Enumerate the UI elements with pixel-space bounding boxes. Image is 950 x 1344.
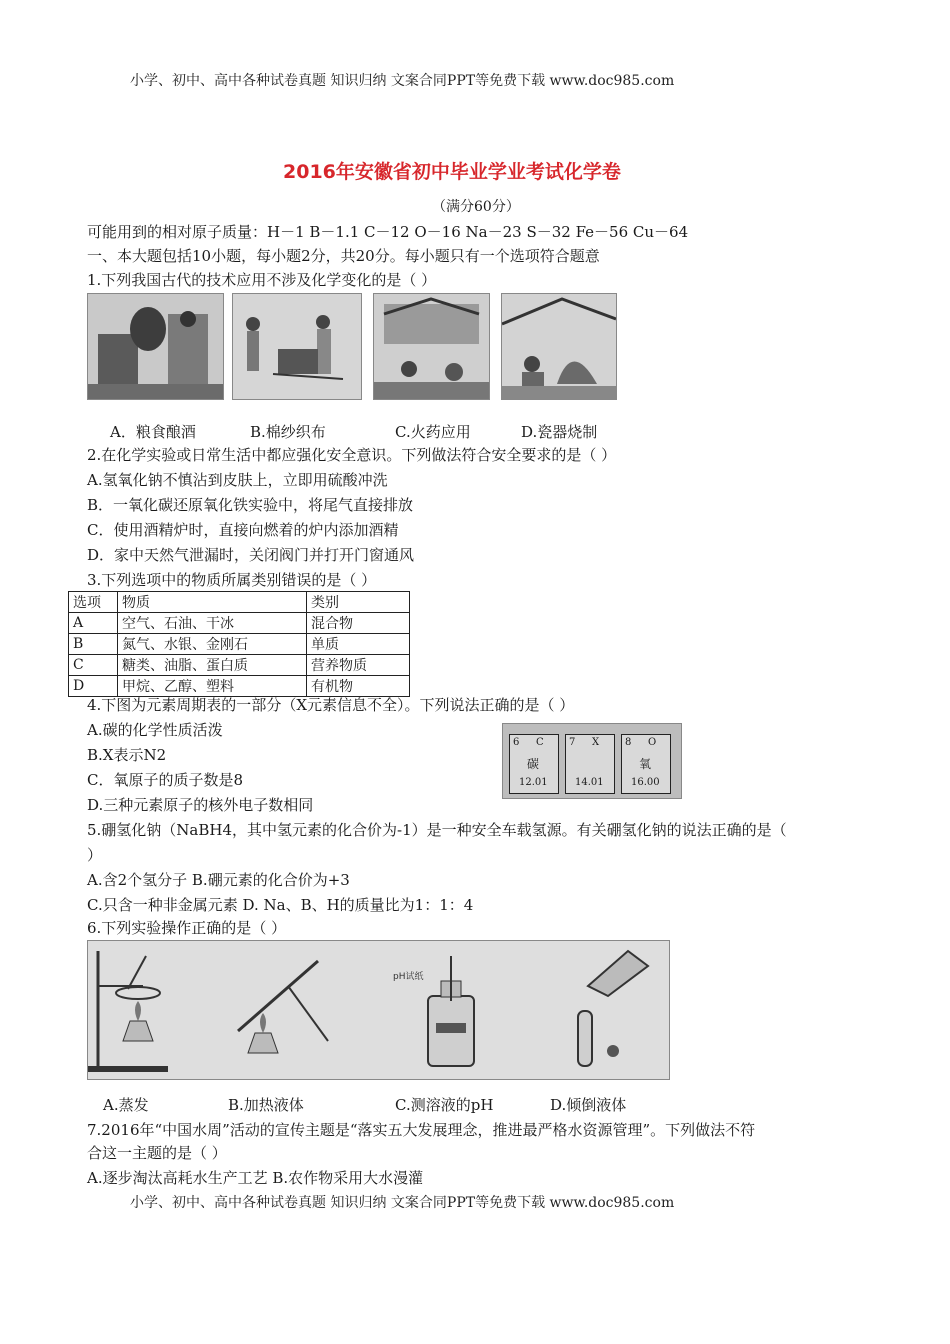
q5-options-line2: C.只含一种非金属元素 D. Na、B、H的质量比为1：1：4	[87, 896, 474, 914]
table-header-row	[69, 592, 410, 613]
table-cell: 单质	[307, 634, 410, 655]
element-symbol: O	[648, 737, 657, 748]
table-cell: 空气、石油、干冰	[118, 613, 307, 634]
lab-apparatus-illustration	[88, 941, 669, 1079]
q1-stem: 1.下列我国古代的技术应用不涉及化学变化的是（ ）	[87, 271, 437, 289]
q1-image-brewing	[87, 293, 224, 400]
table-cell: 甲烷、乙醇、塑料	[118, 676, 307, 697]
q1-option-c: C.火药应用	[395, 423, 471, 441]
page-header: 小学、初中、高中各种试卷真题 知识归纳 文案合同PPT等免费下载 www.doc985.com	[130, 73, 675, 89]
table-cell: C	[69, 655, 118, 676]
q5-stem-line2: ）	[87, 846, 103, 864]
atomic-masses: 可能用到的相对原子质量：H－1 B－1.1 C－12 O－16 Na－23 S－32 Fe－56 Cu－64	[87, 223, 689, 241]
q2-option-c: C．使用酒精炉时，直接向燃着的炉内添加酒精	[87, 521, 399, 539]
q4-option-a: A.碳的化学性质活泼	[87, 721, 223, 739]
q2-option-b: B．一氧化碳还原氧化铁实验中，将尾气直接排放	[87, 496, 414, 514]
q1-option-a: A．粮食酿酒	[110, 423, 196, 441]
table-row	[69, 634, 410, 655]
q1-image-gunpowder	[373, 293, 490, 400]
score-note: （满分60分）	[432, 199, 520, 215]
q7-options-line1: A.逐步淘汰高耗水生产工艺 B.农作物采用大水漫灌	[87, 1169, 424, 1187]
q1-image-porcelain	[501, 293, 617, 400]
q4-option-d: D.三种元素原子的核外电子数相同	[87, 796, 314, 814]
table-cell: 混合物	[307, 613, 410, 634]
table-row	[69, 655, 410, 676]
q6-option-c: C.测溶液的pH	[395, 1096, 494, 1114]
element-symbol: X	[592, 737, 600, 748]
table-cell: 营养物质	[307, 655, 410, 676]
q2-option-a: A.氢氧化钠不慎沾到皮肤上，立即用硫酸冲洗	[87, 471, 388, 489]
q6-apparatus-figure	[87, 940, 670, 1080]
atomic-number: 8	[625, 737, 632, 748]
q6-option-d: D.倾倒液体	[550, 1096, 627, 1114]
atomic-mass: 12.01	[519, 777, 548, 788]
q1-option-d: D.瓷器烧制	[521, 423, 598, 441]
table-cell: D	[69, 676, 118, 697]
page-footer: 小学、初中、高中各种试卷真题 知识归纳 文案合同PPT等免费下载 www.doc985.com	[130, 1195, 675, 1211]
q4-option-b: B.X表示N2	[87, 746, 167, 764]
atomic-number: 6	[513, 737, 520, 748]
q7-stem-line1: 7.2016年“中国水周”活动的宣传主题是“落实五大发展理念，推进最严格水资源管理”。下列做法不符	[87, 1121, 756, 1139]
q7-stem-line2: 合这一主题的是（ ）	[87, 1144, 227, 1162]
table-header: 类别	[307, 592, 410, 613]
element-cell-carbon	[509, 734, 559, 794]
q5-stem-line1: 5.硼氢化钠（NaBH4，其中氢元素的化合价为-1）是一种安全车载氢源。有关硼氢化钠的说法正确的是（	[87, 821, 787, 839]
element-name: 碳	[527, 757, 540, 771]
atomic-mass: 14.01	[575, 777, 604, 788]
atomic-mass: 16.00	[631, 777, 660, 788]
element-cell-oxygen	[621, 734, 671, 794]
table-row	[69, 676, 410, 697]
q2-option-d: D．家中天然气泄漏时，关闭阀门并打开门窗通风	[87, 546, 415, 564]
element-symbol: C	[536, 737, 544, 748]
q6-option-a: A.蒸发	[103, 1096, 149, 1114]
q4-stem: 4.下图为元素周期表的一部分（X元素信息不全）。下列说法正确的是（ ）	[87, 696, 575, 714]
periodic-table-figure	[502, 723, 682, 799]
q3-stem: 3.下列选项中的物质所属类别错误的是（ ）	[87, 571, 377, 589]
atomic-number: 7	[569, 737, 576, 748]
element-name: 氧	[639, 757, 652, 771]
q3-table	[68, 591, 410, 697]
table-cell: B	[69, 634, 118, 655]
q2-stem: 2.在化学实验或日常生活中都应强化安全意识。下列做法符合安全要求的是（ ）	[87, 446, 617, 464]
table-row	[69, 613, 410, 634]
ph-paper-label: pH试纸	[393, 972, 424, 982]
q1-option-b: B.棉纱织布	[250, 423, 326, 441]
element-cell-x	[565, 734, 615, 794]
table-cell: 有机物	[307, 676, 410, 697]
section-heading: 一、本大题包括10小题，每小题2分，共20分。每小题只有一个选项符合题意	[87, 247, 600, 265]
q5-options-line1: A.含2个氢分子 B.硼元素的化合价为+3	[87, 871, 350, 889]
q6-stem: 6.下列实验操作正确的是（ ）	[87, 919, 287, 937]
q6-option-b: B.加热液体	[228, 1096, 304, 1114]
table-cell: 氮气、水银、金刚石	[118, 634, 307, 655]
table-header: 物质	[118, 592, 307, 613]
table-header: 选项	[69, 592, 118, 613]
q4-option-c: C．氧原子的质子数是8	[87, 771, 244, 789]
exam-title: 2016年安徽省初中毕业学业考试化学卷	[283, 161, 621, 183]
table-cell: 糖类、油脂、蛋白质	[118, 655, 307, 676]
q1-image-weaving	[232, 293, 362, 400]
table-cell: A	[69, 613, 118, 634]
